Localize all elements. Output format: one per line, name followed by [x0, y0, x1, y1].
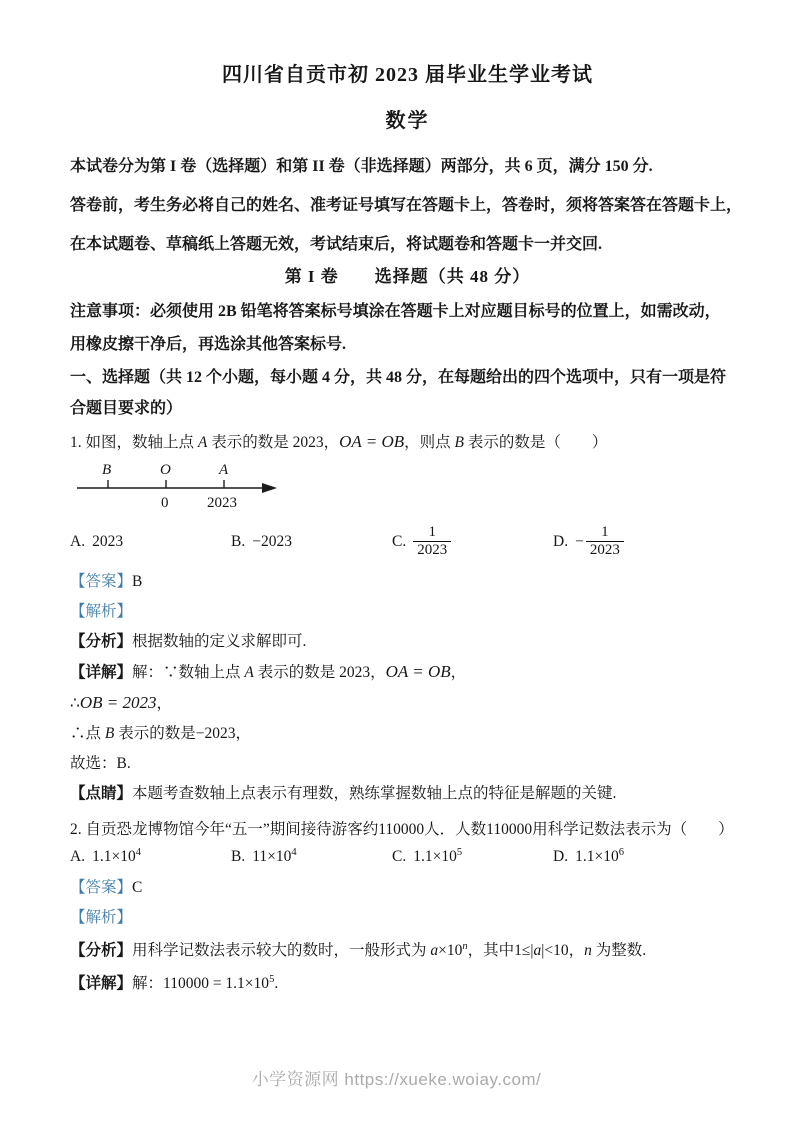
q1-option-b-label: B.	[231, 532, 246, 550]
q1-var-b: B	[454, 434, 464, 451]
q2-option-d-exp: 6	[618, 846, 624, 858]
q2-option-d-value	[575, 848, 624, 866]
q2-option-c-base: 1.1×10	[413, 847, 457, 865]
point-label-a: A	[219, 462, 229, 478]
q1-analysis-line	[70, 632, 745, 651]
q2-analysis-seg3: ，其中1≤|	[467, 941, 534, 959]
q1-option-d-fraction	[586, 524, 624, 560]
q2-answer-tag: 【答案】	[70, 878, 133, 896]
q2-option-c-value	[413, 848, 462, 866]
q2-option-c	[392, 848, 553, 866]
q1-remark-line	[70, 784, 745, 803]
q2-option-a-exp: 4	[135, 846, 141, 858]
q1-step2-seg2: 表示的数是−2023，	[114, 724, 251, 742]
q2-option-a-label: A.	[70, 847, 86, 865]
point-label-o: O	[160, 462, 171, 478]
q1-step1-math: OB = 2023	[79, 692, 157, 712]
q2-analysis-seg4: |<10，	[541, 941, 585, 959]
q1-detail-seg2: 表示的数是 2023，	[253, 663, 386, 681]
q1-detail-line	[70, 662, 745, 682]
q2-option-a-base: 1.1×10	[92, 847, 136, 865]
q1-options-row	[70, 524, 745, 560]
q1-analysis-text: 根据数轴的定义求解即可.	[132, 632, 307, 650]
q2-detail-seg2: .	[274, 974, 279, 992]
q1-step1-prefix: ∴	[70, 694, 80, 712]
q1-step2-line	[70, 724, 745, 743]
q1-option-d-numerator: 1	[601, 524, 609, 540]
subject-title: 数学	[385, 110, 430, 132]
q1-option-a	[70, 533, 231, 551]
number-line-figure	[74, 457, 745, 518]
q2-option-a	[70, 848, 231, 866]
q1-option-d-sign: −	[575, 532, 584, 550]
q1-detail-var-a: A	[244, 663, 254, 681]
q2-analysis-var-a2: a	[533, 941, 542, 959]
q2-option-a-value	[92, 848, 141, 866]
tick-value-0: 0	[161, 495, 169, 511]
tick-value-2023: 2023	[207, 495, 237, 511]
q1-detail-math: OA = OB	[385, 661, 451, 681]
q2-answer-line	[70, 878, 745, 897]
number-line-svg	[74, 457, 289, 513]
q2-option-b-value	[252, 848, 296, 866]
q2-analysis-seg2: ×10	[438, 941, 463, 959]
q2-analysis-header	[70, 908, 745, 927]
q1-remark-tag: 【点睛】	[70, 784, 133, 802]
q2-detail-line	[70, 974, 745, 993]
q1-analysis-tag: 【分析】	[70, 632, 133, 650]
q2-analysis-var-n: n	[584, 941, 592, 959]
section1-title: 第 I 卷 选择题（共 48 分）	[284, 267, 531, 286]
q1-step1-line	[70, 693, 745, 713]
q2-option-d	[553, 848, 624, 866]
q2-option-c-label: C.	[392, 847, 407, 865]
notice-line-1: 注意事项：必须使用 2B 铅笔将答案标号填涂在答题卡上对应题目标号的位置上，如需改动，	[70, 303, 721, 320]
q1-option-a-value: 2023	[92, 532, 124, 550]
axis-arrowhead-icon	[262, 483, 277, 493]
intro-line-1: 本试卷分为第 I 卷（选择题）和第 II 卷（非选择题）两部分，共 6 页，满分 150 分.	[70, 158, 653, 175]
q2-answer-value: C	[132, 878, 143, 896]
q1-stem-seg4: 表示的数是（ ）	[463, 434, 608, 451]
q2-analysis-seg1: 用科学记数法表示较大的数时，一般形式为	[132, 941, 431, 959]
point-label-b: B	[102, 462, 112, 478]
question-2-stem: 2. 自贡恐龙博物馆今年“五一”期间接待游客约110000人．人数110000用科学记数法表示为（ ）	[70, 820, 734, 838]
part1-heading-line-2: 合题目要求的）	[70, 400, 183, 417]
q2-detail-exp: 5	[269, 973, 275, 985]
q1-remark-text: 本题考查数轴上点表示有理数，熟练掌握数轴上点的特征是解题的关键.	[132, 784, 617, 802]
q1-analysis-header-tag: 【解析】	[70, 602, 133, 620]
q1-option-c	[392, 524, 553, 560]
intro-line-3: 在本试题卷、草稿纸上答题无效，考试结束后，将试题卷和答题卡一并交回.	[70, 236, 603, 253]
q2-option-d-base: 1.1×10	[575, 847, 619, 865]
q1-stem-seg2: 表示的数是 2023，	[207, 434, 340, 451]
q2-option-b-exp: 4	[291, 846, 297, 858]
footer-watermark: 小学资源网 https://xueke.woiay.com/	[251, 1070, 542, 1089]
q1-detail-tag: 【详解】	[70, 663, 133, 681]
intro-line-2: 答卷前，考生务必将自己的姓名、准考证号填写在答题卡上，答卷时，须将答案答在答题卡上，	[70, 197, 743, 214]
q2-analysis-header-tag: 【解析】	[70, 908, 133, 926]
q2-options-row	[70, 848, 745, 866]
q2-analysis-seg5: 为整数.	[591, 941, 647, 959]
q1-step2-seg1: ∴点	[70, 724, 105, 742]
q1-option-c-fraction	[413, 524, 451, 560]
q1-option-d	[553, 524, 624, 560]
q1-option-c-numerator: 1	[428, 524, 436, 540]
part1-heading-line-1: 一、选择题（共 12 个小题，每小题 4 分，共 48 分，在每题给出的四个选项中，只有一项是符	[70, 369, 727, 386]
q2-option-b-base: 11×10	[252, 847, 292, 865]
q1-step1-suffix: ，	[156, 694, 173, 712]
q1-stem-seg3: ，则点	[404, 434, 455, 451]
q2-option-d-label: D.	[553, 847, 569, 865]
q1-answer-tag: 【答案】	[70, 572, 133, 590]
q1-option-b	[231, 533, 392, 551]
q2-option-b-label: B.	[231, 847, 246, 865]
q1-detail-seg3: ，	[450, 663, 467, 681]
q1-analysis-header	[70, 602, 745, 621]
q1-math-oa-ob: OA = OB	[339, 432, 405, 451]
question-1-stem	[70, 432, 745, 453]
notice-line-2: 用橡皮擦干净后，再选涂其他答案标号.	[70, 336, 347, 353]
q1-option-b-value: −2023	[252, 532, 292, 550]
q2-analysis-tag: 【分析】	[70, 941, 133, 959]
q1-stem-seg1: 1. 如图，数轴上点	[70, 434, 198, 451]
q2-detail-seg1: 解：110000 = 1.1×10	[132, 974, 270, 992]
q1-answer-value: B	[132, 572, 143, 590]
q2-analysis-exp-n: n	[462, 940, 468, 952]
page-title: 四川省自贡市初 2023 届毕业生学业考试	[222, 64, 593, 86]
q1-option-c-denominator: 2023	[413, 541, 451, 559]
q1-conclusion-line: 故选：B.	[70, 754, 131, 772]
q2-analysis-var-a1: a	[430, 941, 439, 959]
q1-answer-line	[70, 572, 745, 591]
q1-step2-var-b: B	[104, 724, 115, 742]
q2-option-b	[231, 848, 392, 866]
q2-analysis-line	[70, 941, 745, 960]
q2-detail-tag: 【详解】	[70, 974, 133, 992]
q1-option-d-denominator: 2023	[586, 541, 624, 559]
q1-detail-seg1: 解：∵数轴上点	[132, 663, 245, 681]
q1-var-a: A	[197, 434, 208, 451]
q1-option-c-label: C.	[392, 532, 407, 550]
q2-option-c-exp: 5	[456, 846, 463, 858]
q1-option-d-label: D.	[553, 532, 569, 550]
q1-option-a-label: A.	[70, 532, 86, 550]
